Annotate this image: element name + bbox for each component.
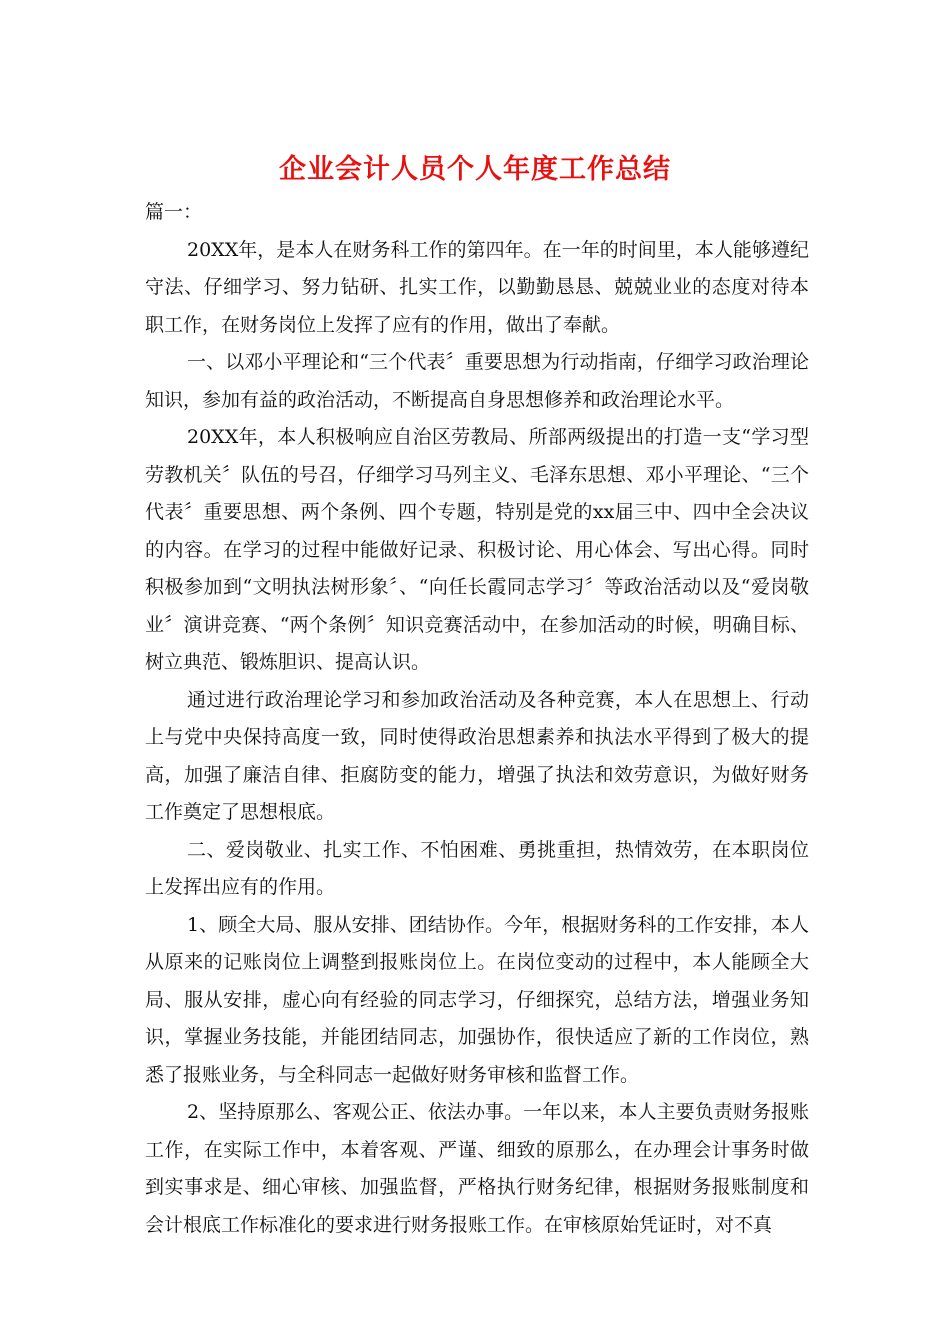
document-body	[145, 194, 809, 1244]
paragraph: 通过进行政治理论学习和参加政治活动及各种竞赛，本人在思想上、行动上与党中央保持高度一致，同时使得政治思想素养和执法水平得到了极大的提高，加强了廉洁自律、拒腐防变的能力，增强了执法和效劳意识，为做好财务工作奠定了思想根底。	[145, 688, 809, 823]
paragraph: 2、坚持原那么、客观公正、依法办事。一年以来，本人主要负责财务报账工作，在实际工作中，本着客观、严谨、细致的原那么，在办理会计事务时做到实事求是、细心审核、加强监督，严格执行财务纪律，根据财务报账制度和会计根底工作标准化的要求进行财务报账工作。在审核原始凭证时，对不真	[145, 1101, 809, 1236]
paragraph: 一、以邓小平理论和“三个代表〞重要思想为行动指南，仔细学习政治理论知识，参加有益的政治活动，不断提高自身思想修养和政治理论水平。	[145, 351, 809, 411]
paragraph: 1、顾全大局、服从安排、团结协作。今年，根据财务科的工作安排，本人从原来的记账岗位上调整到报账岗位上。在岗位变动的过程中，本人能顾全大局、服从安排，虚心向有经验的同志学习，仔细探究，总结方法，增强业务知识，掌握业务技能，并能团结同志，加强协作，很快适应了新的工作岗位，熟悉了报账业务，与全科同志一起做好财务审核和监督工作。	[145, 913, 809, 1086]
section-label: 篇一：	[145, 201, 203, 223]
paragraph: 20XX年，本人积极响应自治区劳教局、所部两级提出的打造一支“学习型劳教机关〞队伍的号召，仔细学习马列主义、毛泽东思想、邓小平理论、“三个代表〞重要思想、两个条例、四个专题，特别是党的xx届三中、四中全会决议的内容。在学习的过程中能做好记录、积极讨论、用心体会、写出心得。同时积极参加到“文明执法树形象〞、“向任长霞同志学习〞等政治活动以及“爱岗敬业〞演讲竞赛、“两个条例〞知识竞赛活动中，在参加活动的时候，明确目标、树立典范、锻炼胆识、提高认识。	[145, 426, 809, 673]
paragraph: 20XX年，是本人在财务科工作的第四年。在一年的时间里，本人能够遵纪守法、仔细学习、努力钻研、扎实工作，以勤勤恳恳、兢兢业业的态度对待本职工作，在财务岗位上发挥了应有的作用，做出了奉献。	[145, 238, 809, 336]
document-title: 企业会计人员个人年度工作总结	[279, 154, 671, 185]
paragraph: 二、爱岗敬业、扎实工作、不怕困难、勇挑重担，热情效劳，在本职岗位上发挥出应有的作用。	[145, 838, 809, 898]
